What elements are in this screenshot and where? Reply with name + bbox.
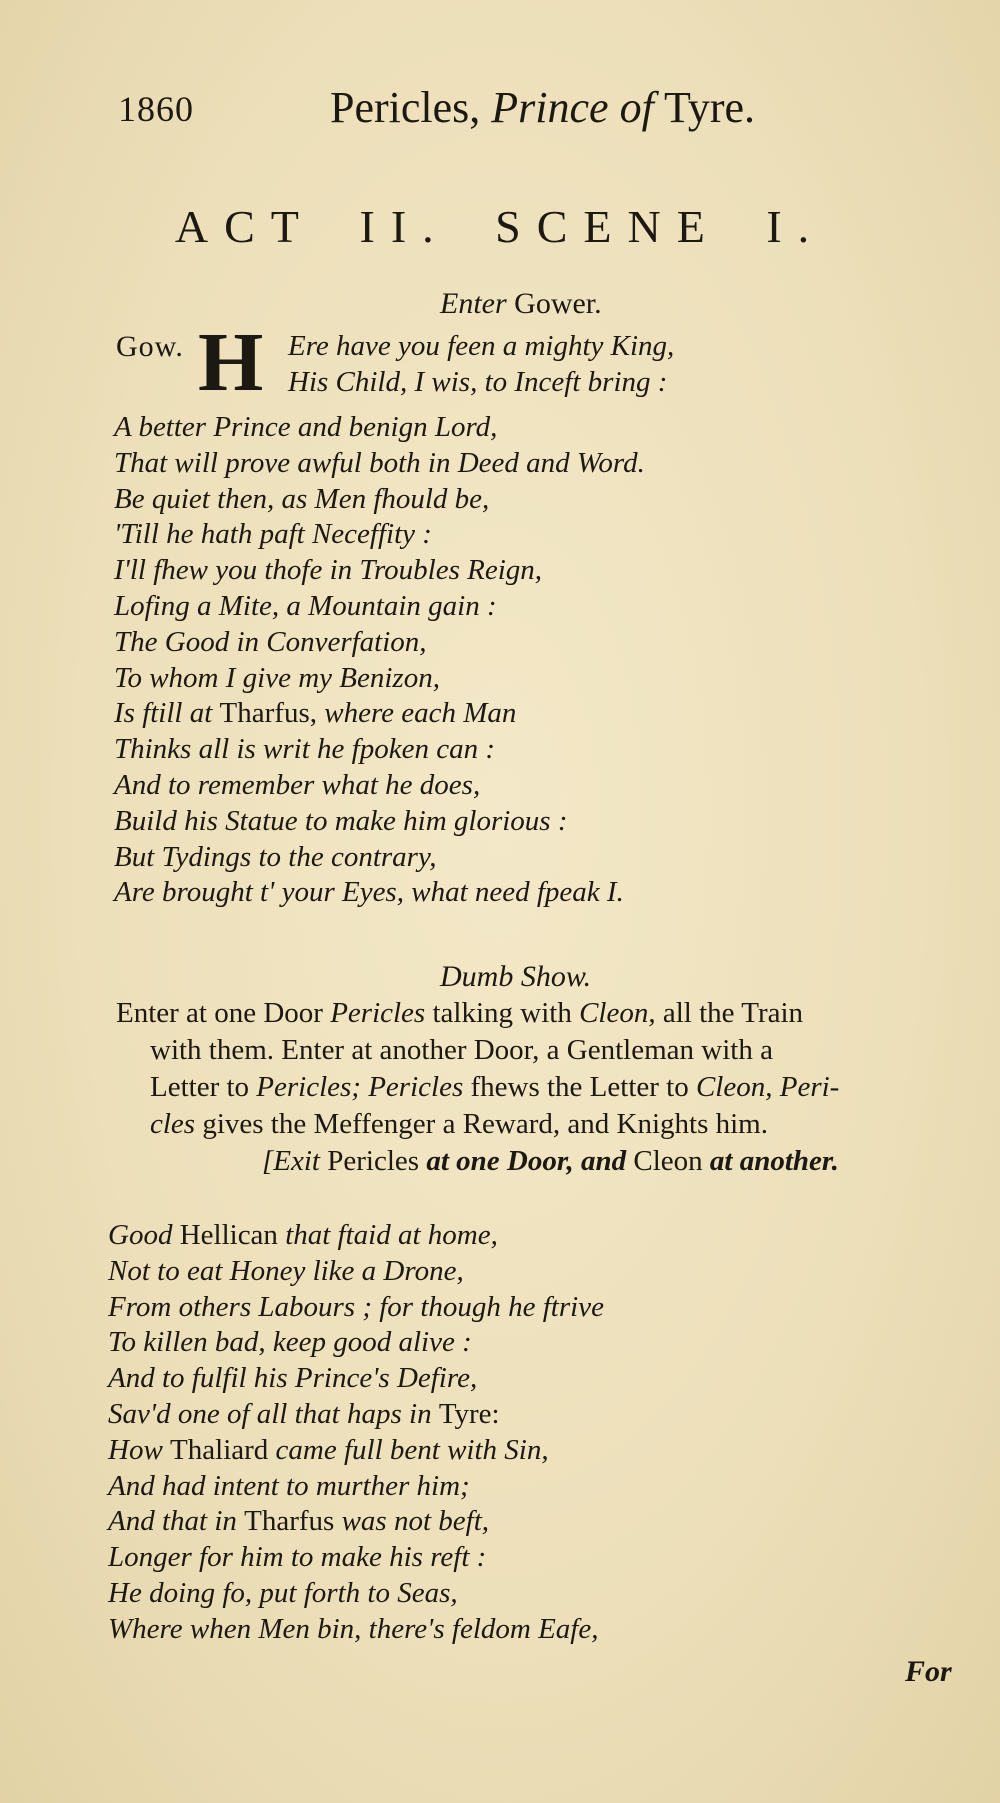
title-part-2: Prince of [491,83,654,132]
direction-line: Letter to Pericles; Pericles fhews the Letter to Cleon, Peri- [150,1071,840,1103]
dumb-show-title: Dumb Show. [440,960,592,993]
catchword: For [905,1655,952,1688]
verse-line [114,696,645,732]
verse-line: His Child, I wis, to Inceft bring : [288,366,668,398]
verse-text: where each Man [324,697,517,730]
verse-line: To whom I give my Benizon, [114,661,440,694]
title-part-3: Tyre. [664,83,756,132]
verse-line: The Good in Converfation, [114,625,427,658]
title-part-1: Pericles, [330,83,481,132]
verse-line: That will prove awful both in Deed and Word. [114,446,645,479]
verse-line: A better Prince and benign Lord, [114,411,498,443]
verse-line: But Tydings to the contrary, [114,840,437,873]
exit-direction: [Exit Pericles at one Door, and Cleon at another. [262,1145,839,1177]
verse-line: Longer for him to make his reft : [108,1541,487,1574]
place-name: Tharfus, [219,697,317,730]
verse-line: And had intent to murther him; [108,1469,470,1502]
verse-line: I'll fhew you thofe in Troubles Reign, [114,554,543,587]
verse-block-2 [108,1218,604,1648]
direction-line: with them. Enter at another Door, a Gentleman with a [150,1034,773,1066]
entrance-name: Gower. [514,287,602,320]
verse-line: Ere have you feen a mighty King, [288,330,675,362]
dumb-show-direction [116,995,956,1143]
speaker-label: Gow. [116,330,184,363]
verse-line: How Thaliard came full bent with Sin, [108,1433,549,1466]
running-title [330,82,755,133]
direction-line: Enter at one Door Pericles talking with Cleon, all the Train [116,997,804,1029]
verse-line: Thinks all is writ he fpoken can : [114,733,495,766]
verse-line: He doing fo, put forth to Seas, [108,1576,458,1609]
verse-line: Sav'd one of all that haps in Tyre: [108,1397,500,1430]
verse-line: From others Labours ; for though he ftrive [108,1290,604,1323]
verse-line: Are brought t' your Eyes, what need fpeak I. [114,876,624,909]
verse-line: Where when Men bin, there's feldom Eafe, [108,1612,599,1645]
verse-line: And to fulfil his Prince's Defire, [108,1362,478,1395]
verse-text: Is ftill at [114,697,213,730]
entrance-verb: Enter [440,287,507,320]
verse-line: Not to eat Honey like a Drone, [108,1254,464,1287]
verse-line: Lofing a Mite, a Mountain gain : [114,589,497,622]
verse-line: To killen bad, keep good alive : [108,1326,472,1359]
speech-opening [288,328,674,400]
direction-line: cles gives the Meffenger a Reward, and Knights him. [150,1108,768,1140]
page-header [0,82,1000,152]
entrance-direction [440,287,602,321]
act-scene-heading: ACT II. SCENE I. [174,201,826,252]
verse-line: Be quiet then, as Men fhould be, [114,482,490,515]
page-number: 1860 [118,89,194,129]
verse-line: Good Hellican that ftaid at home, [108,1219,498,1251]
verse-line: And to remember what he does, [114,768,481,801]
verse-line: And that in Tharfus was not beft, [108,1505,489,1538]
drop-cap: H [198,316,264,409]
verse-block-1 [114,410,645,911]
verse-line: Build his Statue to make him glorious : [114,804,568,837]
verse-line: 'Till he hath paft Neceffity : [114,518,432,551]
